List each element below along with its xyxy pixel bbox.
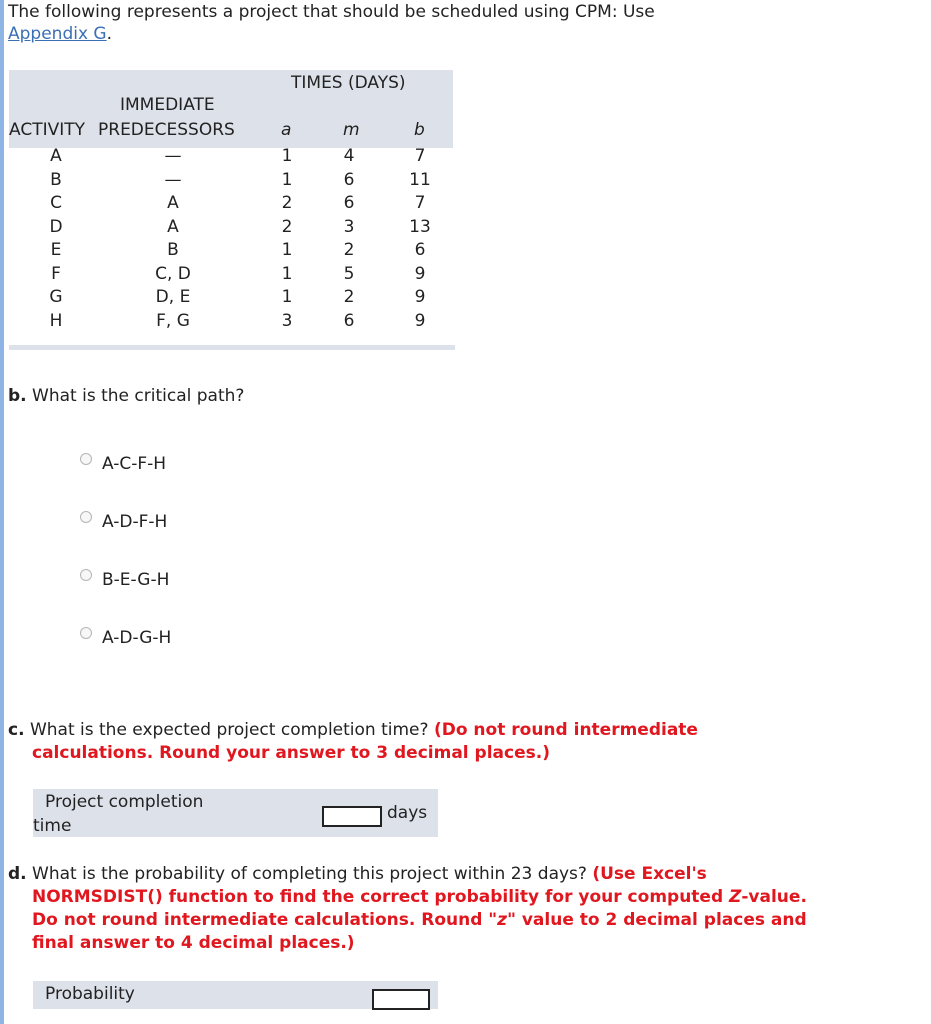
cell-m: 2 bbox=[343, 240, 355, 260]
z-symbol: Z bbox=[729, 887, 742, 907]
question-d-text: What is the probability of completing this project within 23 days? bbox=[32, 864, 587, 884]
cell-b: 7 bbox=[414, 146, 426, 166]
question-d bbox=[8, 863, 807, 955]
cell-activity: G bbox=[49, 287, 63, 307]
question-c-instruction-2: calculations. Round your answer to 3 decimal places.) bbox=[32, 743, 550, 763]
cell-b: 9 bbox=[414, 263, 426, 284]
b-header: b bbox=[414, 120, 425, 140]
completion-field-label-1: Project completion bbox=[45, 792, 204, 812]
instruction-3a: Do not round intermediate calculations. Round " bbox=[32, 910, 498, 930]
instruction-2b: -value. bbox=[741, 887, 807, 907]
cell-pred: F, G bbox=[156, 310, 190, 331]
option-1-label: A-C-F-H bbox=[102, 454, 167, 474]
radio-icon[interactable] bbox=[80, 569, 92, 581]
problem-intro bbox=[8, 1, 655, 45]
question-c bbox=[8, 719, 698, 765]
option-4-label: A-D-G-H bbox=[102, 628, 172, 648]
cell-a: 1 bbox=[281, 240, 293, 260]
intro-text: The following represents a project that should be scheduled using CPM: Use bbox=[8, 2, 655, 22]
predecessors-header: PREDECESSORS bbox=[98, 120, 235, 140]
question-d-instruction-3 bbox=[8, 909, 807, 932]
cell-m: 6 bbox=[343, 310, 355, 331]
cell-activity: D bbox=[49, 216, 63, 237]
cell-activity: H bbox=[49, 310, 63, 331]
cell-pred: A bbox=[167, 216, 179, 237]
cell-a: 2 bbox=[281, 193, 293, 213]
question-c-instruction-1: (Do not round intermediate bbox=[433, 720, 698, 740]
times-header: TIMES (DAYS) bbox=[291, 73, 406, 93]
completion-field-label-2: time bbox=[33, 816, 72, 836]
radio-icon[interactable] bbox=[80, 453, 92, 465]
cell-pred: B bbox=[167, 240, 179, 260]
option-3-label: B-E-G-H bbox=[102, 570, 170, 590]
cell-b: 9 bbox=[414, 310, 426, 331]
question-d-label: d. bbox=[8, 864, 27, 884]
question-b-text: What is the critical path? bbox=[32, 386, 245, 406]
cell-b: 11 bbox=[409, 169, 431, 190]
option-2-label: A-D-F-H bbox=[102, 512, 168, 532]
radio-icon[interactable] bbox=[80, 511, 92, 523]
question-c-label: c. bbox=[8, 720, 25, 740]
cell-a: 1 bbox=[281, 263, 293, 284]
question-d-instruction-1: (Use Excel's bbox=[592, 864, 707, 884]
intro-period: . bbox=[106, 24, 113, 44]
cell-activity: A bbox=[50, 146, 62, 166]
cell-a: 3 bbox=[281, 310, 293, 331]
cell-m: 6 bbox=[343, 193, 355, 213]
cell-pred: C, D bbox=[155, 263, 191, 284]
cell-b: 7 bbox=[414, 193, 426, 213]
immediate-header: IMMEDIATE bbox=[120, 95, 215, 115]
cell-m: 6 bbox=[343, 169, 355, 190]
cell-activity: F bbox=[51, 263, 61, 284]
instruction-3b: " value to 2 decimal places and bbox=[507, 910, 807, 930]
cell-activity: B bbox=[50, 169, 62, 190]
question-d-instruction-4: final answer to 4 decimal places.) bbox=[32, 933, 355, 953]
cell-a: 1 bbox=[281, 146, 293, 166]
cell-activity: E bbox=[50, 240, 62, 260]
radio-icon[interactable] bbox=[80, 627, 92, 639]
cell-b: 9 bbox=[414, 287, 426, 307]
a-header: a bbox=[281, 120, 292, 140]
m-header: m bbox=[343, 120, 360, 140]
cell-m: 4 bbox=[343, 146, 355, 166]
cell-m: 3 bbox=[343, 216, 355, 237]
cell-a: 1 bbox=[281, 169, 293, 190]
cell-m: 5 bbox=[343, 263, 355, 284]
cell-pred: A bbox=[167, 193, 179, 213]
days-unit: days bbox=[387, 803, 428, 823]
left-accent-bar bbox=[0, 0, 4, 1024]
completion-time-input[interactable] bbox=[322, 806, 382, 827]
question-b bbox=[8, 385, 244, 408]
instruction-2a: NORMSDIST() function to find the correct probability for your computed bbox=[32, 887, 730, 907]
cell-pred: — bbox=[164, 169, 182, 190]
cell-a: 2 bbox=[281, 216, 293, 237]
question-b-label: b. bbox=[8, 386, 27, 406]
appendix-link[interactable]: Appendix G bbox=[8, 24, 107, 44]
cell-m: 2 bbox=[343, 287, 355, 307]
cell-activity: C bbox=[50, 193, 62, 213]
cell-b: 13 bbox=[409, 216, 431, 237]
cell-pred: — bbox=[164, 146, 182, 166]
question-d-instruction-2 bbox=[8, 886, 807, 909]
cell-a: 1 bbox=[281, 287, 293, 307]
z-symbol: z bbox=[497, 910, 508, 930]
question-c-text: What is the expected project completion time? bbox=[29, 720, 429, 740]
cell-pred: D, E bbox=[155, 287, 191, 307]
activity-header: ACTIVITY bbox=[9, 120, 86, 140]
table-bottom-rule bbox=[9, 345, 455, 350]
probability-field-label: Probability bbox=[45, 984, 135, 1004]
cell-b: 6 bbox=[414, 240, 426, 260]
probability-input[interactable] bbox=[372, 989, 430, 1010]
